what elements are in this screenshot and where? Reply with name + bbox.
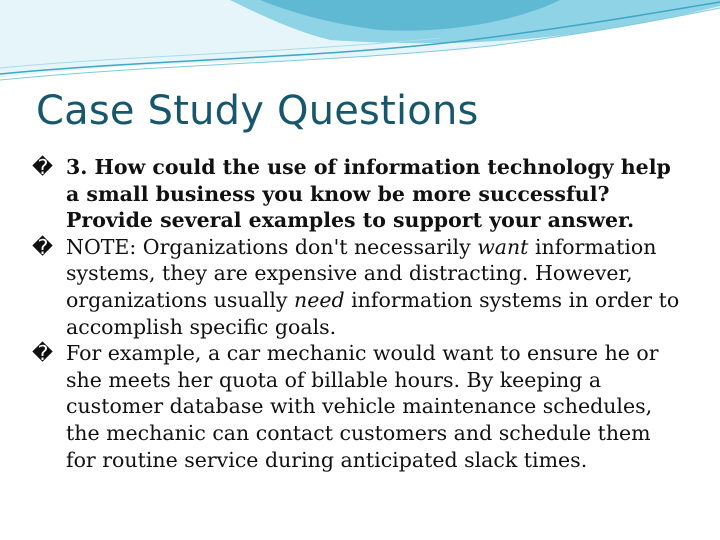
question-line-2: a small business you know be more successful? <box>66 181 610 206</box>
header-wave-decoration <box>0 0 720 90</box>
slide-body <box>32 154 692 473</box>
question-line-3: Provide several examples to support your answer. <box>66 208 635 233</box>
bullet-icon: � <box>32 234 54 259</box>
example-line-5: for routine service during anticipated slack times. <box>66 447 588 472</box>
example-line-2: she meets her quota of billable hours. By keeping a <box>66 367 602 392</box>
note-line-1-text-a: NOTE: Organizations don't necessarily <box>66 234 478 259</box>
note-line-3 <box>66 287 692 314</box>
slide-title: Case Study Questions <box>36 88 479 134</box>
question-line-1: 3. How could the use of information technology help <box>66 155 671 179</box>
note-emphasis-want: want <box>477 234 529 259</box>
question-paragraph <box>32 154 692 234</box>
note-line-1-text-b: information <box>528 234 657 259</box>
example-line-3: customer database with vehicle maintenance schedules, <box>66 394 653 419</box>
note-line-3-text-a: organizations usually <box>66 287 295 312</box>
bullet-icon: � <box>32 155 54 179</box>
note-line-1 <box>66 234 692 261</box>
example-line-4: the mechanic can contact customers and schedule them <box>66 420 651 445</box>
example-paragraph <box>32 340 692 473</box>
note-emphasis-need: need <box>294 287 345 312</box>
note-line-3-text-b: information systems in order to <box>344 287 680 312</box>
example-line-1: For example, a car mechanic would want to ensure he or <box>66 341 659 366</box>
bullet-icon: � <box>32 341 54 366</box>
note-paragraph <box>32 234 692 340</box>
note-line-4: accomplish specific goals. <box>66 314 337 339</box>
note-line-2: systems, they are expensive and distracting. However, <box>66 261 633 286</box>
